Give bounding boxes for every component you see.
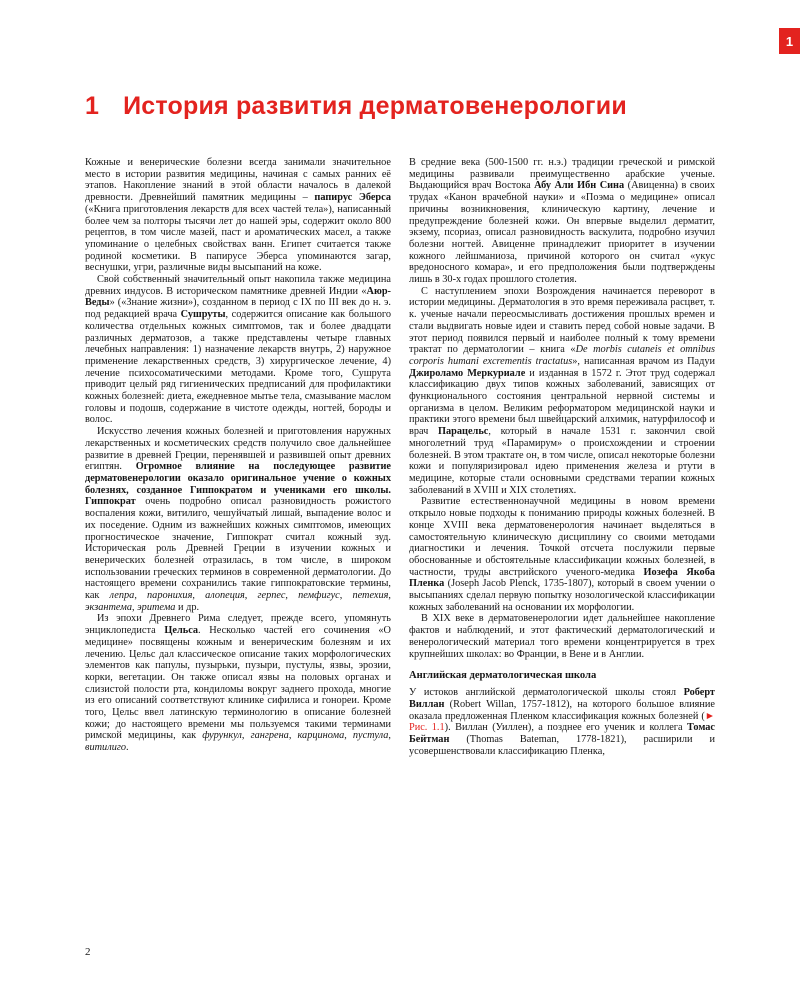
- chapter-heading: [85, 92, 710, 121]
- body-paragraph: У истоков английской дерматологической школы стоял Роберт Виллан (Robert Willan, 1757-1812), на которого большое влияние оказала предложенная Пленком классификация кожных болезней (► Рис. 1.1). Виллан (Уиллен), а позднее его ученик и коллега Томас Бейтман (Thomas Bateman, 1778-1821), расширили и усовершенствовали классификацию Пленка,: [409, 687, 716, 757]
- body-paragraph: Из эпохи Древнего Рима следует, прежде всего, упомянуть энциклопедиста Цельса. Несколько частей его сочинения «О медицине» посвящены кожным и венерическим болезням и их лечению. Цельс дал классическое описание таких морфологических элементов как папулы, пузырьки, пузыри, пустулы, язвы, эрозии, корки, вегетации. Он также описал язвы на половых органах и слизистой полости рта, кондиломы вокруг заднего прохода, многие из его описаний соответствуют клинике сифилиса и гонореи. Кроме того, Цельс ввел латинскую терминологию в описание болезней кожи; до настоящего времени мы пользуемся такими терминами римской медицины, как фурункул, гангрена, карцинома, пустула, витилиго.: [85, 613, 391, 754]
- body-paragraph: Искусство лечения кожных болезней и приготовления наружных лекарственных и косметических средств получило свое дальнейшее развитие в древней Греции, перенявшей и развившей опыт древних египтян. Огромное влияние на последующее развитие дерматовенерологии оказало оригинальное учение о кожных болезнях, созданное Гиппократом и учениками его школы. Гиппократ очень подробно описал разновидность рожистого воспаления кожи, витилиго, чешуйчатый лишай, выпадение волос и их поседение. Одним из важнейших кожных симптомов, имеющих прогностическое значение, Гиппократ считал кожный зуд. Историческая роль Древней Греции в изучении кожных и венерических болезней отразилась, в том числе, в широком использовании греческих терминов в современной дерматологии. До настоящего времени сохранились такие гиппократовские термины, как лепра, паронихия, алопеция, герпес, пемфигус, петехия, экзантема, эритема и др.: [85, 426, 391, 613]
- body-paragraph: Кожные и венерические болезни всегда занимали значительное место в истории развития медицины, начиная с самых ранних её этапов. Накопление знаний в этой области началось в далекой древности. Древнейший памятник медицины – папирус Эберса («Книга приготовления лекарств для всех частей тела»), написанный более чем за полторы тысячи лет до нашей эры, содержит около 800 рецептов, в том числе мазей, паст и ароматических масел, а также упоминание о целебных свойствах ванн. Египет считается также родиной косметики. В папирусе Эберса упоминаются загар, веснушки, угри, различные виды высыпаний на коже.: [85, 157, 392, 274]
- section-subheading: Английская дерматологическая школа: [409, 670, 597, 682]
- two-column-text: [85, 157, 715, 757]
- chapter-edge-tab: [779, 28, 800, 54]
- left-column: [85, 157, 391, 757]
- body-paragraph: Развитие естественнонаучной медицины в новом времени открыло новые подходы к пониманию природы кожных болезней. В конце XVIII века дерматовенерология начинает выделяться в самостоятельную клиническую дисциплину со своими методами диагностики и лечения. Точкой отсчета послужили первые обоснованные и обстоятельные классификации кожных болезней, в частности, труды австрийского ученого-медика Иозефа Якоба Пленка (Joseph Jacob Plenck, 1735-1807), который в своем учении о высыпаниях сделал первую попытку нозологической классификации кожных заболеваний на основании их морфологии.: [409, 496, 715, 613]
- body-paragraph: В средние века (500-1500 гг. н.э.) традиции греческой и римской медицины развивали преимущественно арабские ученые. Выдающийся врач Востока Абу Али Ибн Сина (Авиценна) в своих трудах «Канон врачебной науки» и «Поэма о медицине» описал причины возникновения, клиническую картину, лечение и предупреждение болезней кожи. Он впервые выделил дерматит, экзему, псориаз, описал разновидность васкулита, подробно изучил болезни ногтей. Авиценне принадлежит приоритет в изучении кожного лейшманиоза, причиной которого он считал «укус вредоносного комара», и его предположения были подтверждены лишь в 30-х годах прошлого столетия.: [409, 157, 716, 286]
- chapter-number: 1: [85, 92, 100, 120]
- right-column: [409, 157, 715, 757]
- chapter-tab-label: 1: [785, 33, 794, 49]
- figure-reference: ► Рис. 1.1: [409, 710, 715, 734]
- body-paragraph: В XIX веке в дерматовенерологии идет дальнейшее накопление фактов и наблюдений, и этот фактический дерматологический и венерологический материал того времени концентрируется в трех крупнейших школах: во Франции, в Вене и в Англии.: [409, 613, 715, 660]
- body-paragraph: С наступлением эпохи Возрождения начинается переворот в истории медицины. Дерматология в это время переживала расцвет, т. к. ученые начали переосмысливать достижения прошлых времен и стали выдвигать новые идеи и ставить перед собой новые задачи. В этот период появился первый и наиболее полный к тому времени трактат по дерматологии – книга «De morbis cutaneis et omnibus corporis humani excrementis tractatus», написанная врачом из Падуи Джироламо Меркуриале и изданная в 1572 г. Этот труд содержал классификацию двух типов кожных заболеваний, зависящих от функционального состояния центральной нервной системы и организма в целом. Великим реформатором медицинской науки и практики этого времени был швейцарский алхимик, натурфилософ и врач Парацельс, который в начале 1531 г. закончил свой многолетний труд «Парамирум» о происхождении и строении болезней. В этом трактате он, в том числе, описал некоторые болезни кожи и популяризировал идею применения железа и ртути в медицине, которые стали основными средствами терапии кожных заболеваний в XVIII и XIX столетиях.: [409, 285, 716, 496]
- chapter-title: История развития дерматовенерологии: [123, 92, 627, 120]
- body-paragraph: Свой собственный значительный опыт накопила также медицина древних индусов. В историческом памятнике древней Индии «Аюр-Веды» («Знание жизни»), созданном в период с IX по III век до н. э. под редакцией врача Сушруты, содержится описание как большого количества отдельных кожных симптомов, так и более двадцати различных дерматозов, а также представлены четыре главных лечебных направления: 1) назначение лекарств внутрь, 2) наружное применение лекарственных средств, 3) хирургическое лечение, 4) лечение психосоматическими методами. Кроме того, Сушрута приводит целый ряд гигиенических предписаний для профилактики кожных болезней: диета, ежедневное мытье тела, смазывание маслом головы и подошв, содержание в чистоте одежды, ногтей, бороды и волос.: [85, 274, 391, 426]
- page-number: 2: [85, 946, 91, 958]
